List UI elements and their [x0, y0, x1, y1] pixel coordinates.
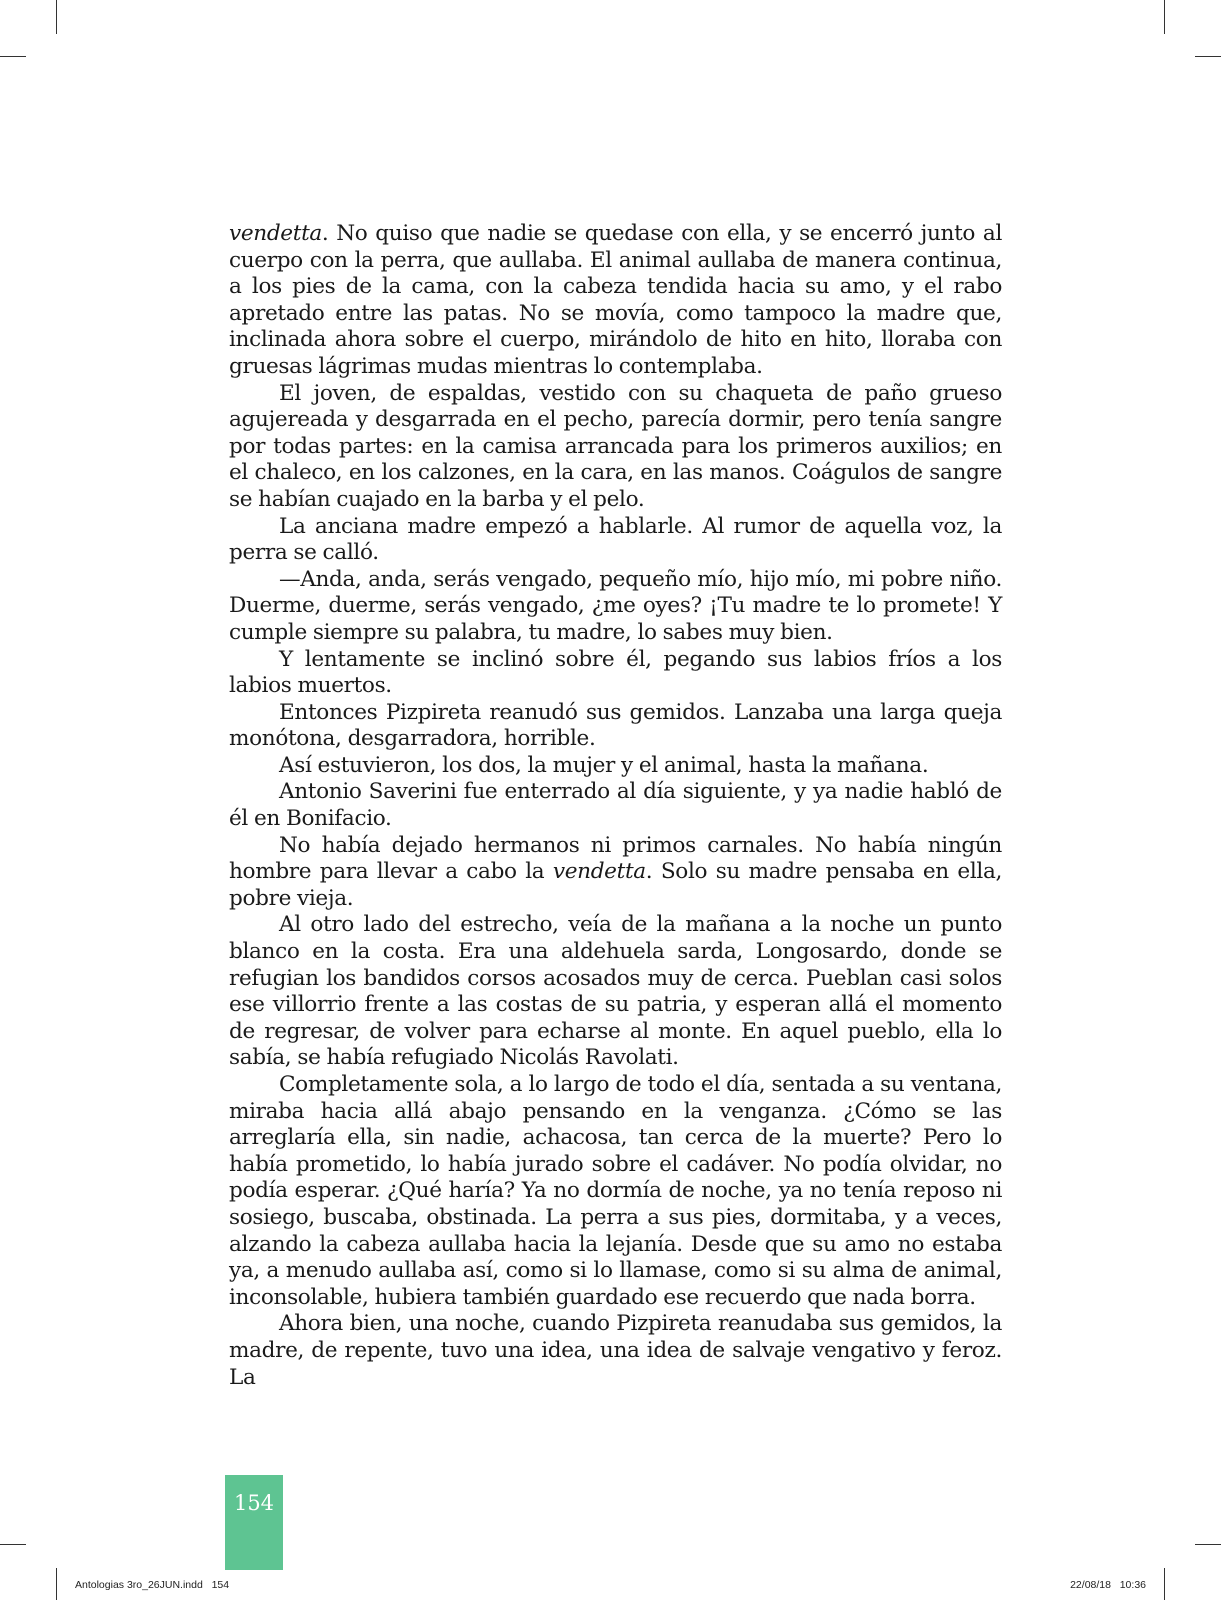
crop-mark-bottom-left-vertical: [56, 1568, 57, 1600]
slug-file-info: Antologias 3ro_26JUN.indd 154: [75, 1579, 230, 1591]
text-run: Ahora bien, una noche, cuando Pizpireta reanudaba sus gemidos, la madre, de repente, tuvo una idea, una idea de salvaje vengativo y feroz. La: [229, 1311, 1002, 1390]
text-run: Y lentamente se inclinó sobre él, pegando sus labios fríos a los labios muertos.: [229, 646, 1002, 699]
crop-mark-top-right-horizontal: [1195, 56, 1221, 57]
paragraph: [229, 567, 1002, 647]
body-text: [229, 221, 1002, 1391]
text-run: No había dejado hermanos ni primos carnales. No había ningún hombre para llevar a cabo la: [229, 832, 1002, 885]
paragraph: [229, 912, 1002, 1072]
paragraph: [229, 833, 1002, 913]
paragraph: [229, 753, 1002, 780]
paragraph: [229, 779, 1002, 832]
paragraph: [229, 1072, 1002, 1311]
paragraph: [229, 647, 1002, 700]
crop-mark-bottom-right-horizontal: [1195, 1544, 1221, 1545]
italic-term: vendetta: [552, 859, 646, 885]
italic-term: vendetta: [229, 221, 322, 246]
page-number-tab: [225, 1475, 283, 1570]
paragraph: [229, 700, 1002, 753]
page-number: 154: [233, 1491, 275, 1515]
paragraph: [229, 381, 1002, 514]
text-run: Así estuvieron, los dos, la mujer y el animal, hasta la mañana.: [279, 752, 929, 778]
crop-mark-top-right-vertical: [1164, 0, 1165, 34]
paragraph: [229, 514, 1002, 567]
text-run: La anciana madre empezó a hablarle. Al rumor de aquella voz, la perra se calló.: [229, 513, 1002, 566]
crop-mark-top-left-horizontal: [0, 56, 26, 57]
paragraph: [229, 1311, 1002, 1391]
text-run: Al otro lado del estrecho, veía de la mañana a la noche un punto blanco en la costa. Era una aldehuela sarda, Longosardo, donde se refugian los bandidos corsos acosados muy de cerca. Pueblan casi solos ese villorrio frente a las costas de su patria, y esperan allá el momento de regresar, de volver para echarse al monte. En aquel pueblo, ella lo sabía, se había refugiado Nicolás Ravolati.: [229, 912, 1002, 1071]
crop-mark-top-left-vertical: [56, 0, 57, 34]
text-run: El joven, de espaldas, vestido con su chaqueta de paño grueso agujereada y desgarrada en el pecho, parecía dormir, pero tenía sangre por todas partes: en la camisa arrancada para los primeros auxilios; en el chaleco, en los calzones, en la cara, en las manos. Coágulos de sangre se habían cuajado en la barba y el pelo.: [229, 380, 1002, 512]
text-run: Antonio Saverini fue enterrado al día siguiente, y ya nadie habló de él en Bonifacio.: [229, 779, 1002, 832]
text-run: . Solo su madre pensaba en ella, pobre vieja.: [229, 859, 1002, 911]
text-run: . No quiso que nadie se quedase con ella, y se encerró junto al cuerpo con la perra, que aullaba. El animal aullaba de manera continua, a los pies de la cama, con la cabeza tendida hacia su amo, y el rabo apretado entre las patas. No se movía, como tampoco la madre que, inclinada ahora sobre el cuerpo, mirándolo de hito en hito, lloraba con gruesas lágrimas mudas mientras lo contemplaba.: [229, 221, 1002, 379]
text-run: —Anda, anda, serás vengado, pequeño mío, hijo mío, mi pobre niño. Duerme, duerme, serás vengado, ¿me oyes? ¡Tu madre te lo promete! Y cumple siempre su palabra, tu madre, lo sabes muy bien.: [229, 566, 1002, 645]
slug-date-time: 22/08/18 10:36: [1070, 1579, 1146, 1591]
text-run: Entonces Pizpireta reanudó sus gemidos. Lanzaba una larga queja monótona, desgarradora, horrible.: [229, 699, 1002, 752]
paragraph: [229, 221, 1002, 381]
text-run: Completamente sola, a lo largo de todo el día, sentada a su ventana, miraba hacia allá abajo pensando en la venganza. ¿Cómo se las arreglaría ella, sin nadie, achacosa, tan cerca de la muerte? Pero lo había prometido, lo había jurado sobre el cadáver. No podía olvidar, no podía esperar. ¿Qué haría? Ya no dormía de noche, ya no tenía reposo ni sosiego, buscaba, obstinada. La perra a sus pies, dormitaba, y a veces, alzando la cabeza aullaba hacia la lejanía. Desde que su amo no estaba ya, a menudo aullaba así, como si lo llamase, como si su alma de animal, inconsolable, hubiera también guardado ese recuerdo que nada borra.: [229, 1072, 1002, 1310]
crop-mark-bottom-right-vertical: [1164, 1568, 1165, 1600]
crop-mark-bottom-left-horizontal: [0, 1544, 26, 1545]
